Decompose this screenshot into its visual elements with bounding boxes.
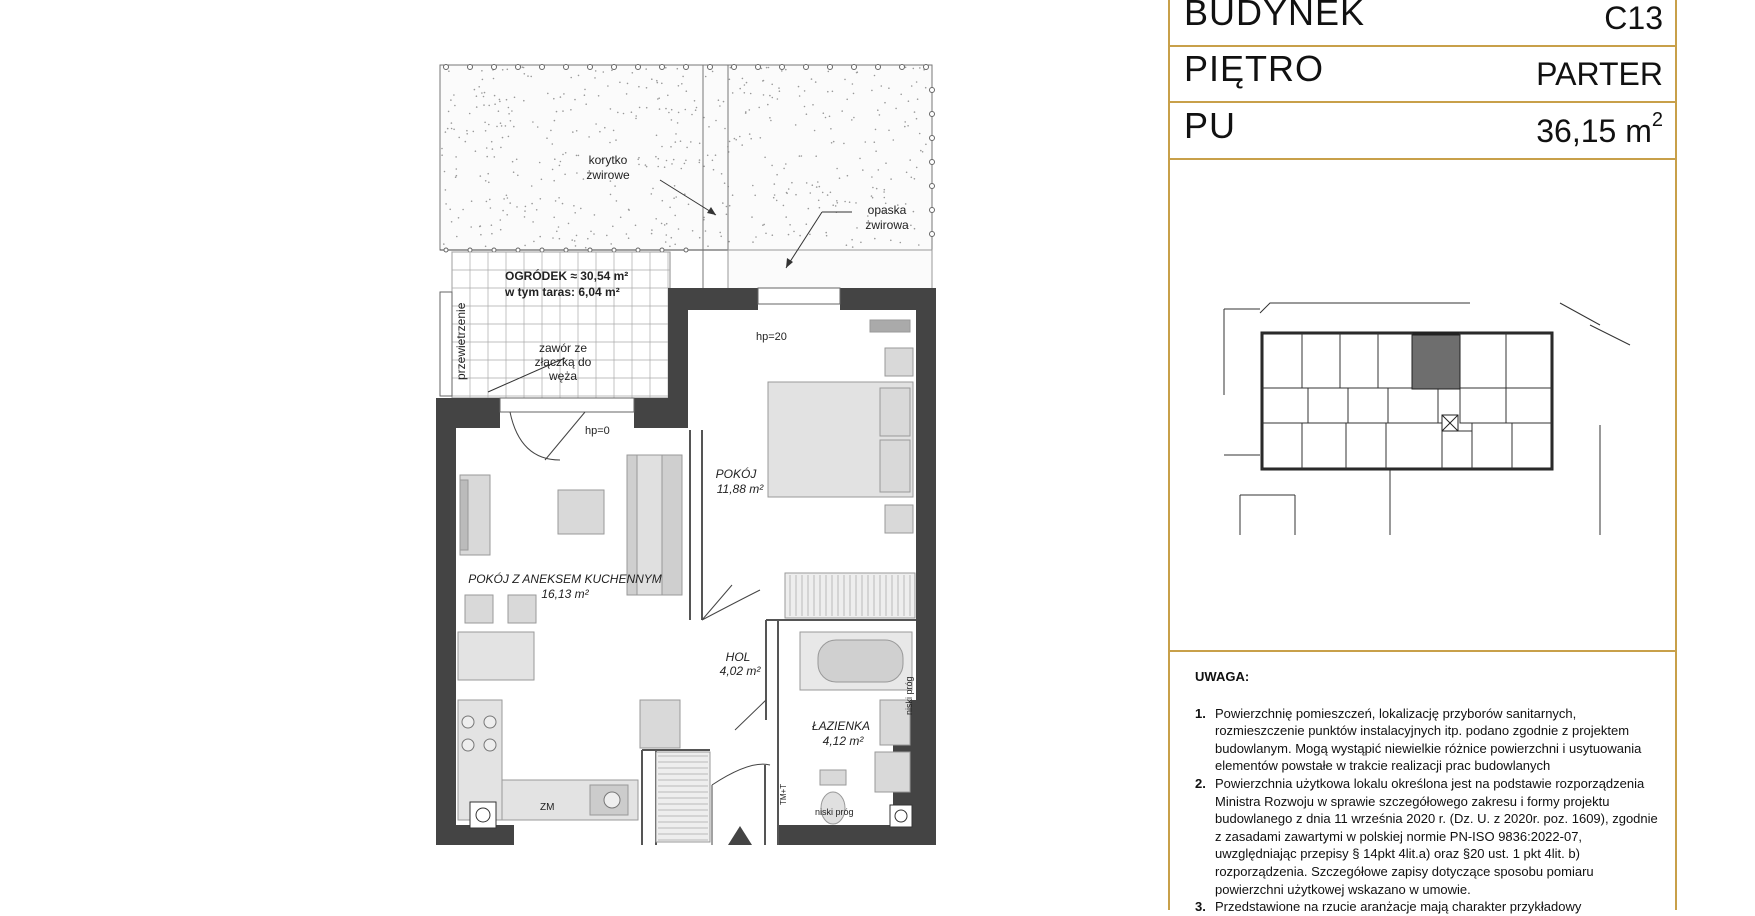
area-number: 36,15 m xyxy=(1536,113,1652,149)
note-item xyxy=(1195,898,1665,916)
label-gravel-band-2: żwirowa xyxy=(865,218,909,232)
notes-divider xyxy=(1170,650,1675,652)
gravel-area xyxy=(440,65,932,250)
area-unit-sup: 2 xyxy=(1651,109,1663,131)
info-panel xyxy=(1168,0,1677,915)
label-low-threshold-1: niski próg xyxy=(904,676,914,715)
room-name-hall: HOL xyxy=(725,650,751,664)
label-hp20: hp=20 xyxy=(756,331,787,343)
note-number: 1. xyxy=(1195,705,1206,721)
floor-row xyxy=(1170,46,1675,103)
building-label: BUDYNEK xyxy=(1184,0,1366,33)
room-name-living: POKÓJ Z ANEKSEM KUCHENNYM xyxy=(468,572,662,586)
label-terrace-area: w tym taras: 6,04 m² xyxy=(505,285,620,299)
note-number: 2. xyxy=(1195,775,1206,791)
room-area-hall: 4,02 m² xyxy=(719,664,761,678)
room-name-pokoj: POKÓJ xyxy=(715,467,757,481)
label-garden-area: OGRÓDEK ≈ 30,54 m² xyxy=(505,269,629,283)
room-area-bath: 4,12 m² xyxy=(822,734,864,748)
notes-section xyxy=(1195,668,1665,916)
notes-title: UWAGA: xyxy=(1195,669,1250,684)
label-vent: przewietrzenie xyxy=(454,302,468,380)
note-text: Powierzchnię pomieszczeń, lokalizację przyborów sanitarnych, rozmieszczenie punktów instalacyjnych itp. podano zgodnie z projektem budowlanym. Mogą wystąpić niewielkie różnice powierzchni i usytuowania elementów powstałe w trakcie realizacji prac budowlanych xyxy=(1215,705,1642,774)
room-name-bath: ŁAZIENKA xyxy=(811,719,871,733)
label-gravel-trough-2: żwirowe xyxy=(586,168,630,182)
floor-value: PARTER xyxy=(1536,56,1663,92)
label-zm: ZM xyxy=(540,802,555,813)
label-low-threshold-2: niski próg xyxy=(815,807,854,817)
room-area-living: 16,13 m² xyxy=(541,587,589,601)
label-hp0: hp=0 xyxy=(585,425,610,437)
label-gravel-trough-1: korytko xyxy=(588,153,628,167)
label-valve-3: węża xyxy=(548,369,578,383)
area-row xyxy=(1170,103,1675,160)
label-tmt: TM+T xyxy=(779,783,788,805)
label-valve-1: zawór ze xyxy=(538,341,588,355)
floor-label: PIĘTRO xyxy=(1184,48,1325,89)
building-value: C13 xyxy=(1604,0,1663,36)
label-gravel-band-1: opaska xyxy=(867,203,907,217)
note-text: Przedstawione na rzucie aranżacje mają charakter przykładowy xyxy=(1215,899,1582,915)
entrance-marker xyxy=(728,826,752,845)
area-value xyxy=(1536,109,1663,150)
building-row xyxy=(1170,0,1675,47)
area-label: PU xyxy=(1184,105,1237,146)
room-area-pokoj: 11,88 m² xyxy=(716,482,764,496)
note-item xyxy=(1195,705,1665,775)
note-number: 3. xyxy=(1195,899,1206,915)
label-valve-2: złączką do xyxy=(534,355,592,369)
note-item xyxy=(1195,775,1665,898)
note-text: Powierzchnia użytkowa lokalu określona jest na podstawie rozporządzenia Ministra Rozwoju w sprawie szczegółowego zakresu i formy projektu budowlanego z dnia 11 września 2020 r. (Dz. U. z 2020r. poz. 1609), zgodnie z zasadami zawartymi w polskiej normie PN-ISO 9836:2022-07, uwzględniając przepisy § 14pkt 4lit.a) oraz §20 ust. 1 pkt 4lit. b) rozporządzenia. Szczegółowe zapisy dotyczące sposobu pomiaru powierzchni użytkowej wskazano w umowie. xyxy=(1215,775,1658,897)
